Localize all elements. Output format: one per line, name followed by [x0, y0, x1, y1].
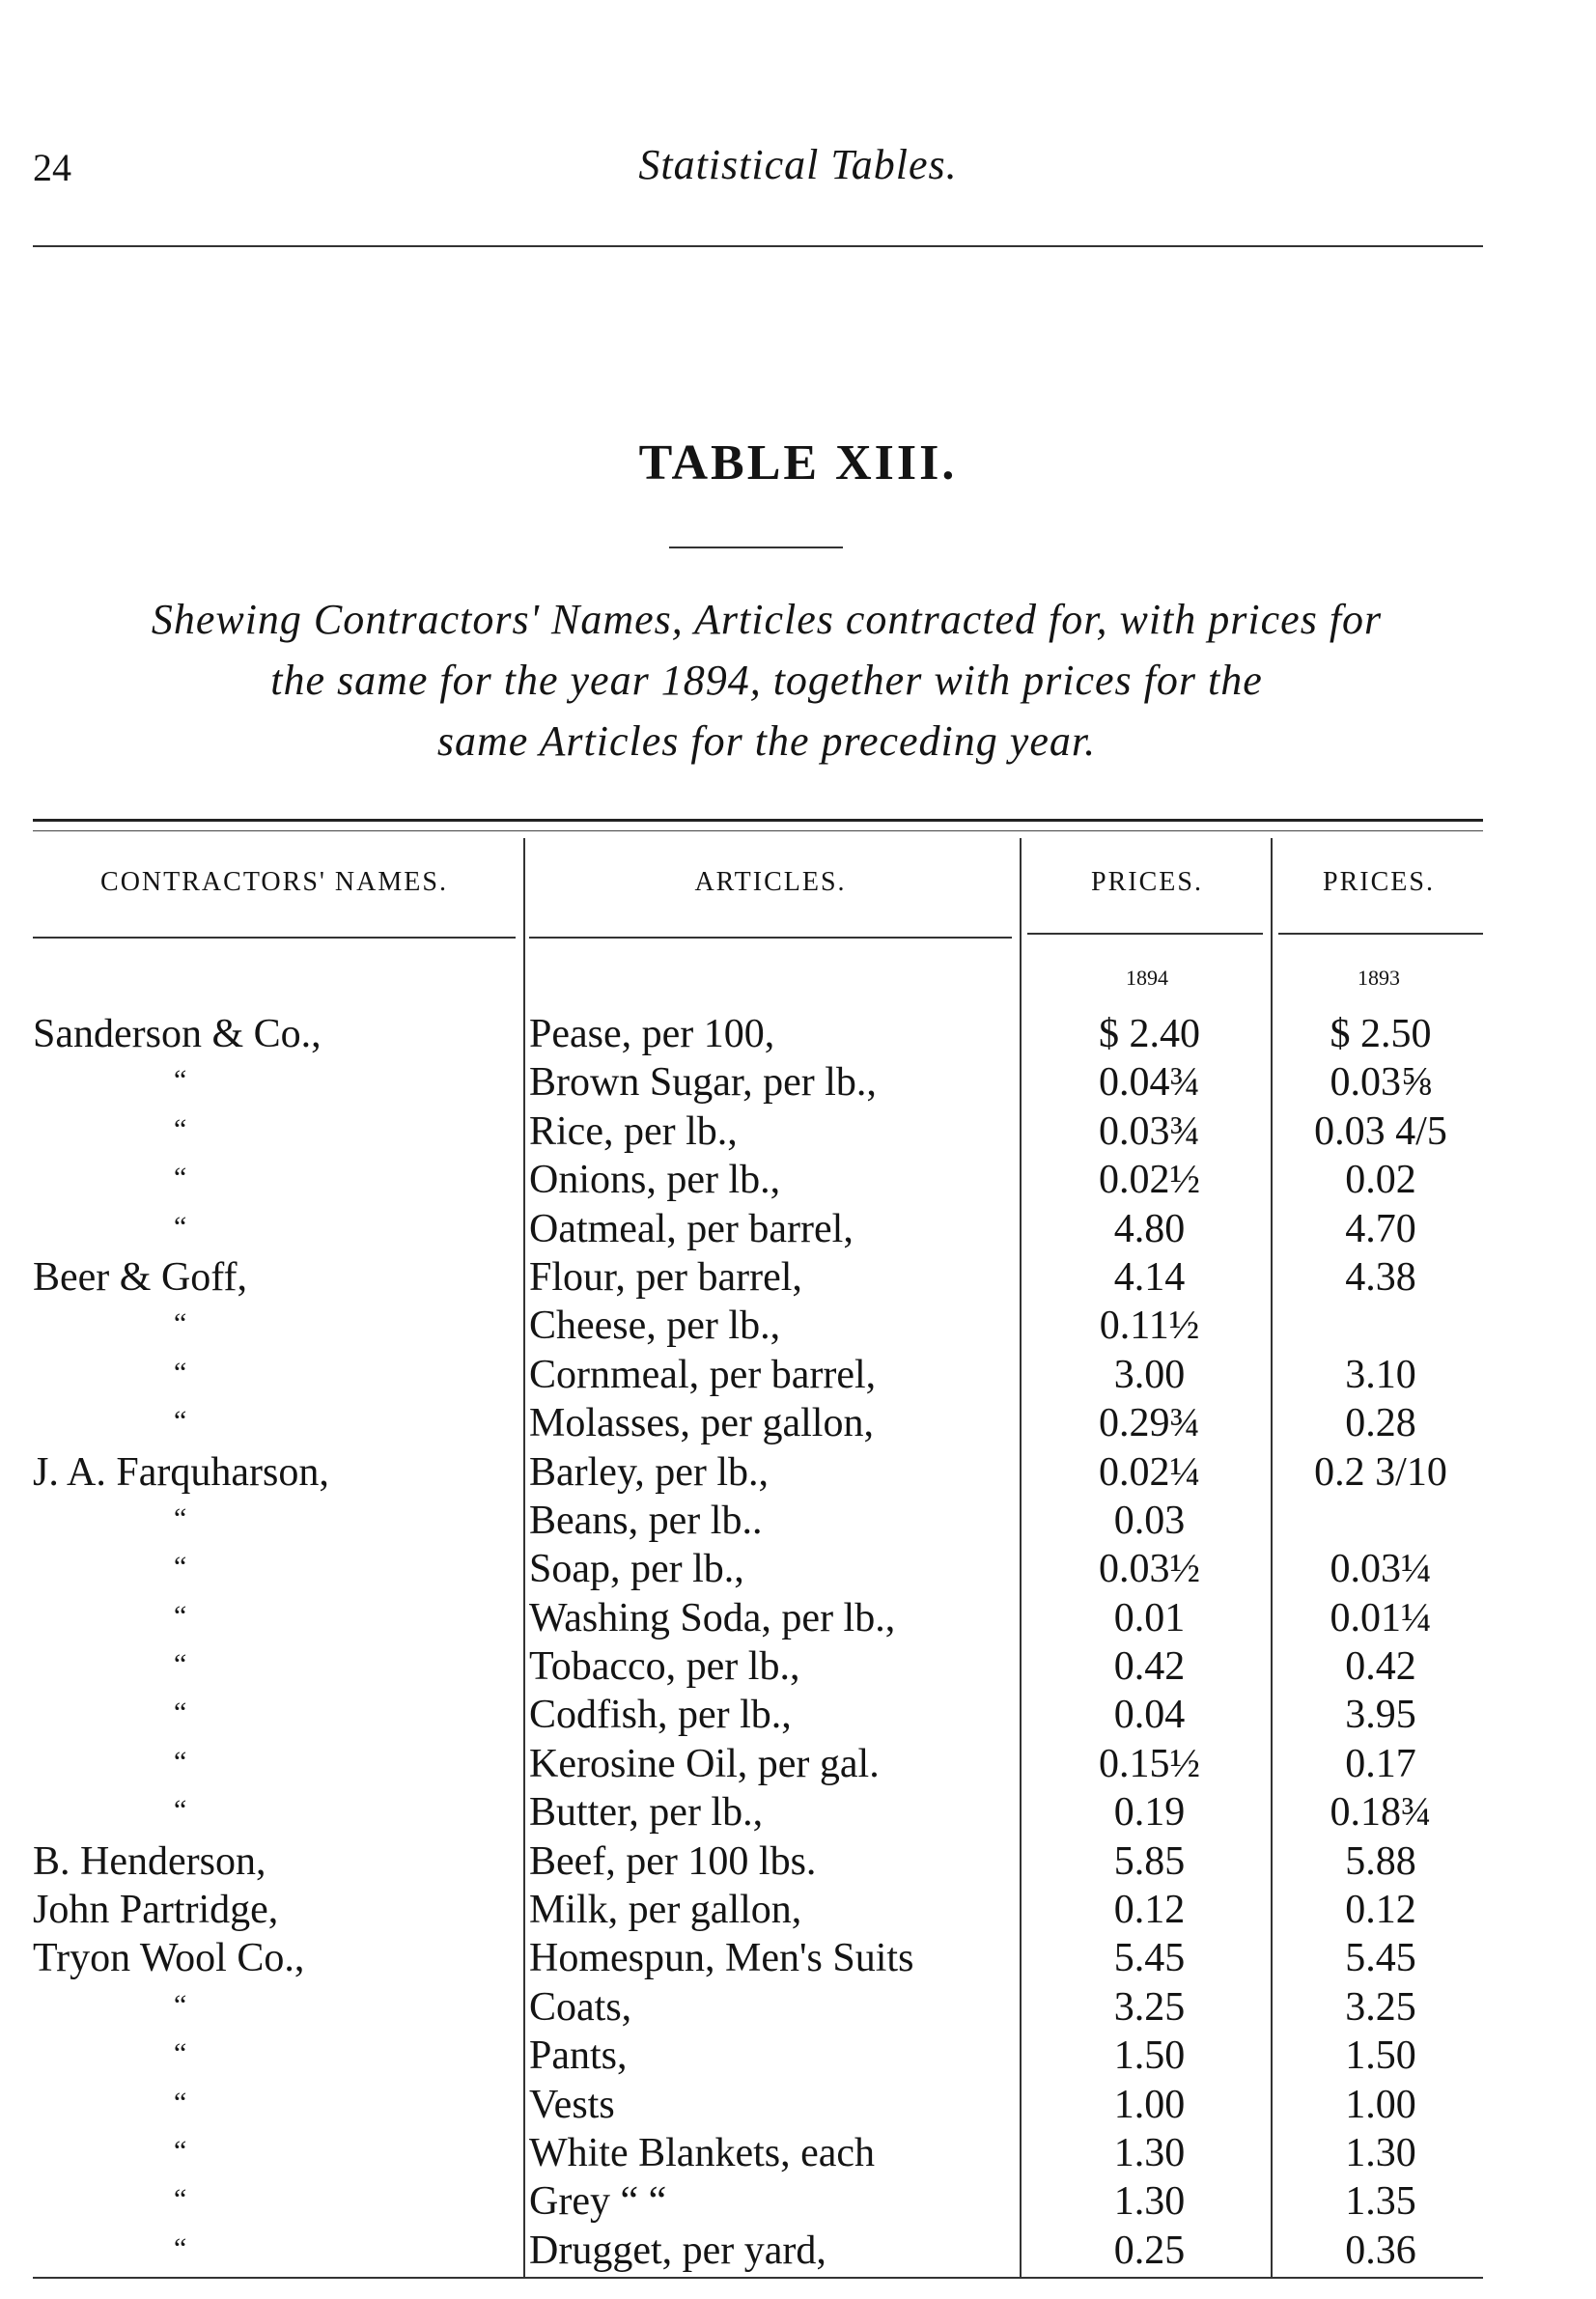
price-1894: 0.04	[1113, 1693, 1186, 1738]
price-1893: 0.36	[1345, 2228, 1416, 2273]
table-body	[0, 1009, 1596, 2274]
price-1894: 0.11½	[1099, 1304, 1200, 1349]
price-1894: 5.85	[1113, 1838, 1186, 1884]
year-label-1894: 1894	[1126, 966, 1168, 990]
table-row	[0, 2128, 1596, 2176]
price-1893: 3.10	[1345, 1352, 1416, 1397]
article-name: Pants,	[529, 2033, 628, 2079]
table-row	[0, 1544, 1596, 1592]
price-1894: 4.14	[1113, 1254, 1186, 1300]
price-1893: 0.12	[1345, 1888, 1416, 1933]
article-name: Pease, per 100,	[529, 1012, 775, 1056]
table-row	[0, 1982, 1596, 2031]
price-1894: 3.00	[1113, 1352, 1186, 1397]
contractor-name: “	[174, 1356, 187, 1388]
article-name: Washing Soda, per lb.,	[529, 1595, 896, 1640]
contractor-name: “	[174, 2231, 187, 2264]
contractor-name: “	[174, 1745, 187, 1778]
contractor-name: Sanderson & Co.,	[33, 1012, 322, 1056]
subtitle-line: the same for the year 1894, together with prices for the	[270, 657, 1263, 704]
price-1894: 0.19	[1113, 1790, 1186, 1836]
price-1894: 1.30	[1113, 2179, 1186, 2225]
article-name: Beans, per lb..	[529, 1498, 763, 1543]
contractor-name: “	[174, 2183, 187, 2216]
table-bottom-rule	[33, 2277, 1483, 2279]
price-1893: 0.17	[1345, 1741, 1416, 1786]
contractor-name: “	[174, 2134, 187, 2167]
contractor-name: “	[174, 1162, 187, 1194]
contractor-name: J. A. Farquharson,	[33, 1449, 329, 1495]
contractor-name: “	[174, 1210, 187, 1243]
article-name: Cheese, per lb.,	[529, 1304, 781, 1349]
table-row	[0, 1885, 1596, 1933]
price-1893: 1.30	[1345, 2130, 1416, 2175]
contractor-name: “	[174, 2037, 187, 2070]
contractor-name: “	[174, 1599, 187, 1632]
table-row	[0, 1252, 1596, 1301]
contractor-name: Tryon Wool Co.,	[33, 1936, 305, 1981]
table-row	[0, 1350, 1596, 1398]
price-1894: $ 2.40	[1099, 1012, 1200, 1056]
price-1894: 0.12	[1113, 1888, 1186, 1933]
price-1893: 1.50	[1345, 2033, 1416, 2079]
contractor-name: B. Henderson,	[33, 1838, 266, 1884]
article-name: Milk, per gallon,	[529, 1888, 802, 1933]
price-1894: 0.02½	[1099, 1158, 1200, 1203]
header-prices-1894: PRICES.	[1091, 867, 1203, 897]
article-name: Coats,	[529, 1984, 632, 2030]
price-1894: 0.01	[1113, 1595, 1186, 1640]
price-1894: 3.25	[1113, 1984, 1186, 2030]
price-1894: 1.30	[1113, 2130, 1186, 2175]
contractor-name: “	[174, 1307, 187, 1340]
price-1893: 1.35	[1345, 2179, 1416, 2225]
price-1893: 0.18¾	[1330, 1790, 1432, 1836]
table-top-rule	[33, 819, 1483, 822]
contractor-name: John Partridge,	[33, 1888, 279, 1933]
price-1894: 0.03¾	[1099, 1108, 1200, 1154]
price-1894: 0.42	[1113, 1644, 1186, 1690]
price-1893: 0.02	[1345, 1158, 1416, 1203]
header-articles: ARTICLES.	[694, 867, 847, 897]
contractor-name: “	[174, 1405, 187, 1438]
price-1894: 0.29¾	[1099, 1401, 1200, 1446]
table-row	[0, 2031, 1596, 2079]
running-head: Statistical Tables.	[638, 141, 958, 188]
price-1894: 0.03	[1113, 1498, 1186, 1543]
price-1893: 5.45	[1345, 1936, 1416, 1981]
table-row	[0, 1641, 1596, 1690]
article-name: Drugget, per yard,	[529, 2228, 826, 2273]
price-1893: 4.38	[1345, 1254, 1416, 1300]
contractor-name: “	[174, 2086, 187, 2118]
price-1894: 5.45	[1113, 1936, 1186, 1981]
table-top-rule-thin	[33, 830, 1483, 831]
header-rule	[33, 245, 1483, 247]
contractor-name: “	[174, 1551, 187, 1584]
article-name: Oatmeal, per barrel,	[529, 1206, 854, 1251]
article-name: White Blankets, each	[529, 2130, 876, 2175]
article-name: Kerosine Oil, per gal.	[529, 1741, 880, 1786]
table-row	[0, 1447, 1596, 1496]
article-name: Soap, per lb.,	[529, 1547, 744, 1592]
price-1893: 0.03 4/5	[1314, 1108, 1447, 1154]
contractor-name: “	[174, 1696, 187, 1729]
table-row	[0, 1787, 1596, 1836]
price-1894: 0.25	[1113, 2228, 1186, 2273]
table-row	[0, 1739, 1596, 1787]
table-row	[0, 1593, 1596, 1641]
table-row	[0, 2080, 1596, 2128]
header-contractors: CONTRACTORS' NAMES.	[100, 867, 448, 897]
table-row	[0, 2176, 1596, 2225]
price-1893: 0.01¼	[1330, 1595, 1432, 1640]
contractor-name: “	[174, 1112, 187, 1145]
article-name: Barley, per lb.,	[529, 1449, 770, 1495]
article-name: Brown Sugar, per lb.,	[529, 1060, 877, 1106]
price-1894: 0.02¼	[1099, 1449, 1200, 1495]
price-1893: 5.88	[1345, 1838, 1416, 1884]
table-row	[0, 1155, 1596, 1203]
page-number: 24	[33, 146, 71, 189]
table-row	[0, 1398, 1596, 1446]
price-1893: 0.28	[1345, 1401, 1416, 1446]
table-title: TABLE XIII.	[638, 435, 958, 491]
article-name: Vests	[529, 2082, 615, 2127]
price-1894: 0.15½	[1099, 1741, 1200, 1786]
price-1894: 1.00	[1113, 2082, 1186, 2127]
table-row	[0, 2226, 1596, 2274]
price-1894: 0.03½	[1099, 1547, 1200, 1592]
header-prices-1893: PRICES.	[1323, 867, 1435, 897]
title-rule	[669, 547, 843, 548]
article-name: Beef, per 100 lbs.	[529, 1838, 817, 1884]
table-row	[0, 1301, 1596, 1349]
article-name: Butter, per lb.,	[529, 1790, 764, 1836]
header-underline	[529, 937, 1012, 939]
table-row	[0, 1057, 1596, 1106]
table-row	[0, 1009, 1596, 1057]
price-1893: 0.03¼	[1330, 1547, 1432, 1592]
price-1893: $ 2.50	[1330, 1012, 1432, 1056]
price-1893: 1.00	[1345, 2082, 1416, 2127]
article-name: Flour, per barrel,	[529, 1254, 802, 1300]
table-subtitle	[33, 589, 1500, 771]
article-name: Rice, per lb.,	[529, 1108, 738, 1154]
article-name: Cornmeal, per barrel,	[529, 1352, 877, 1397]
year-label-1893: 1893	[1358, 966, 1400, 990]
price-1894: 4.80	[1113, 1206, 1186, 1251]
price-1893: 0.42	[1345, 1644, 1416, 1690]
subtitle-line: Shewing Contractors' Names, Articles contracted for, with prices for	[151, 596, 1383, 643]
contractor-name: “	[174, 1988, 187, 2021]
contractor-name: “	[174, 1648, 187, 1681]
table-row	[0, 1836, 1596, 1885]
contractor-name: “	[174, 1501, 187, 1534]
article-name: Onions, per lb.,	[529, 1158, 781, 1203]
table-row	[0, 1690, 1596, 1738]
price-1893: 3.95	[1345, 1693, 1416, 1738]
article-name: Grey “ “	[529, 2179, 667, 2225]
contractor-name: Beer & Goff,	[33, 1254, 247, 1300]
table-row	[0, 1204, 1596, 1252]
table-row	[0, 1933, 1596, 1981]
price-1893: 4.70	[1345, 1206, 1416, 1251]
price-1894: 1.50	[1113, 2033, 1186, 2079]
table-row	[0, 1496, 1596, 1544]
article-name: Codfish, per lb.,	[529, 1693, 792, 1738]
header-underline	[33, 937, 516, 939]
header-underline	[1027, 933, 1263, 935]
price-1893: 0.2 3/10	[1314, 1449, 1447, 1495]
table-row	[0, 1107, 1596, 1155]
article-name: Molasses, per gallon,	[529, 1401, 874, 1446]
article-name: Tobacco, per lb.,	[529, 1644, 800, 1690]
subtitle-line: same Articles for the preceding year.	[436, 717, 1097, 765]
price-1894: 0.04¾	[1099, 1060, 1200, 1106]
contractor-name: “	[174, 1064, 187, 1097]
price-1893: 3.25	[1345, 1984, 1416, 2030]
header-underline	[1278, 933, 1483, 935]
price-1893: 0.03⅝	[1330, 1060, 1432, 1106]
contractor-name: “	[174, 1794, 187, 1827]
article-name: Homespun, Men's Suits	[529, 1936, 914, 1981]
